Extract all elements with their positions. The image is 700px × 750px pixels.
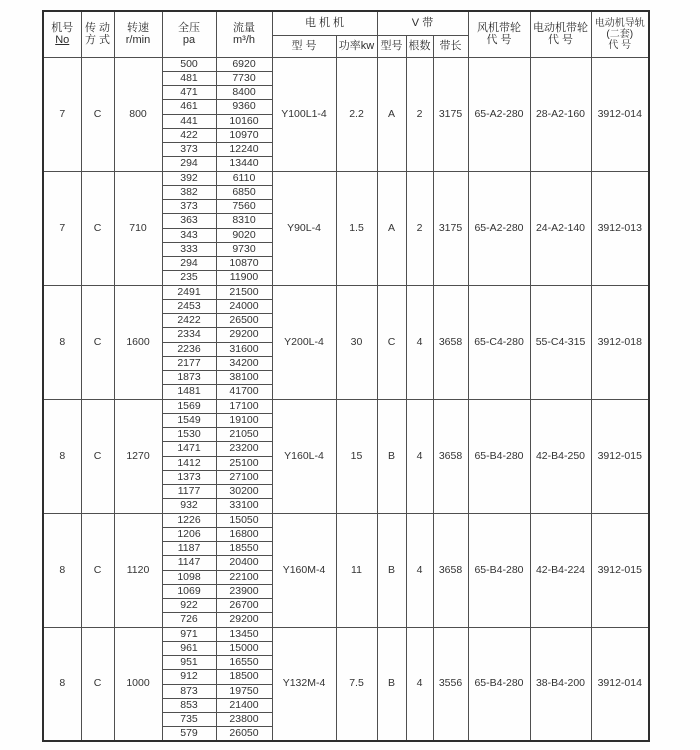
header-motor-pulley-line2: 代 号: [547, 34, 574, 47]
header-motor-model: 型 号: [272, 35, 336, 57]
header-motor-rail-line3: 代 号: [608, 39, 632, 51]
flow-cell: 8400: [216, 86, 272, 100]
pressure-cell: 961: [162, 641, 216, 655]
flow-cell: 11900: [216, 271, 272, 285]
speed-cell: 1000: [114, 627, 162, 741]
pressure-cell: 333: [162, 242, 216, 256]
fan-pulley-cell: 65-B4-280: [468, 399, 530, 513]
vbelt-count-cell: 4: [406, 399, 433, 513]
table-body: [43, 57, 649, 741]
fan-pulley-cell: 65-B4-280: [468, 513, 530, 627]
pressure-cell: 853: [162, 698, 216, 712]
flow-cell: 21500: [216, 285, 272, 299]
pressure-cell: 343: [162, 228, 216, 242]
header-machine-no-line1: 机号: [51, 22, 74, 35]
pressure-cell: 1481: [162, 385, 216, 399]
pressure-cell: 951: [162, 656, 216, 670]
motor-model-cell: Y90L-4: [272, 171, 336, 285]
pressure-cell: 500: [162, 57, 216, 71]
header-flow-line1: 流量: [233, 22, 255, 35]
motor-model-cell: Y132M-4: [272, 627, 336, 741]
flow-cell: 41700: [216, 385, 272, 399]
motor-pulley-cell: 28-A2-160: [530, 57, 591, 171]
flow-cell: 12240: [216, 143, 272, 157]
pressure-cell: 873: [162, 684, 216, 698]
header-speed-line2: r/min: [125, 34, 151, 47]
pressure-cell: 1412: [162, 456, 216, 470]
header-machine-no: [43, 11, 81, 57]
pressure-cell: 481: [162, 71, 216, 85]
flow-cell: 20400: [216, 556, 272, 570]
flow-cell: 25100: [216, 456, 272, 470]
pressure-cell: 1530: [162, 428, 216, 442]
flow-cell: 27100: [216, 470, 272, 484]
flow-cell: 16550: [216, 656, 272, 670]
vbelt-count-cell: 2: [406, 171, 433, 285]
header-fan-pulley-line1: 风机带轮: [477, 22, 521, 35]
flow-cell: 21050: [216, 428, 272, 442]
table-row: [43, 627, 649, 641]
header-drive-line2: 方 式: [84, 34, 111, 47]
machine-no-cell: 8: [43, 627, 81, 741]
drive-cell: C: [81, 171, 114, 285]
header-pressure-line2: pa: [182, 34, 196, 47]
flow-cell: 10870: [216, 257, 272, 271]
motor-rail-cell: 3912-014: [591, 57, 649, 171]
flow-cell: 8310: [216, 214, 272, 228]
vbelt-model-cell: B: [377, 399, 406, 513]
vbelt-length-cell: 3658: [433, 285, 468, 399]
pressure-cell: 363: [162, 214, 216, 228]
motor-rail-cell: 3912-015: [591, 399, 649, 513]
pressure-cell: 392: [162, 171, 216, 185]
motor-model-cell: Y100L1-4: [272, 57, 336, 171]
header-motor-rail-line2: (二套): [606, 28, 634, 40]
flow-cell: 19100: [216, 413, 272, 427]
pressure-cell: 2236: [162, 342, 216, 356]
pressure-cell: 2491: [162, 285, 216, 299]
header-row-1: [43, 11, 649, 35]
pressure-cell: 2177: [162, 356, 216, 370]
vbelt-length-cell: 3556: [433, 627, 468, 741]
motor-power-cell: 15: [336, 399, 377, 513]
pressure-cell: 912: [162, 670, 216, 684]
flow-cell: 9020: [216, 228, 272, 242]
vbelt-count-cell: 4: [406, 513, 433, 627]
motor-model-cell: Y160M-4: [272, 513, 336, 627]
vbelt-model-cell: C: [377, 285, 406, 399]
flow-cell: 7730: [216, 71, 272, 85]
speed-cell: 800: [114, 57, 162, 171]
fan-pulley-cell: 65-B4-280: [468, 627, 530, 741]
flow-cell: 7560: [216, 200, 272, 214]
table-row: [43, 399, 649, 413]
header-vbelt-group: V 带: [377, 11, 468, 35]
header-flow: [216, 11, 272, 57]
motor-rail-cell: 3912-015: [591, 513, 649, 627]
flow-cell: 18550: [216, 542, 272, 556]
header-motor-power: 功率kw: [336, 35, 377, 57]
flow-cell: 24000: [216, 299, 272, 313]
flow-cell: 18500: [216, 670, 272, 684]
pressure-cell: 2453: [162, 299, 216, 313]
flow-cell: 26500: [216, 314, 272, 328]
pressure-cell: 1147: [162, 556, 216, 570]
speed-cell: 1120: [114, 513, 162, 627]
flow-cell: 9730: [216, 242, 272, 256]
vbelt-length-cell: 3658: [433, 399, 468, 513]
pressure-cell: 932: [162, 499, 216, 513]
vbelt-length-cell: 3175: [433, 171, 468, 285]
motor-power-cell: 11: [336, 513, 377, 627]
motor-model-cell: Y200L-4: [272, 285, 336, 399]
flow-cell: 31600: [216, 342, 272, 356]
drive-cell: C: [81, 399, 114, 513]
flow-cell: 33100: [216, 499, 272, 513]
motor-rail-cell: 3912-014: [591, 627, 649, 741]
drive-cell: C: [81, 627, 114, 741]
flow-cell: 22100: [216, 570, 272, 584]
pressure-cell: 2422: [162, 314, 216, 328]
header-fan-pulley-line2: 代 号: [486, 34, 512, 47]
flow-cell: 23800: [216, 713, 272, 727]
flow-cell: 10970: [216, 128, 272, 142]
flow-cell: 29200: [216, 328, 272, 342]
drive-cell: C: [81, 513, 114, 627]
speed-cell: 1600: [114, 285, 162, 399]
pressure-cell: 441: [162, 114, 216, 128]
pressure-cell: 1069: [162, 584, 216, 598]
speed-cell: 710: [114, 171, 162, 285]
header-motor-pulley: [530, 11, 591, 57]
machine-no-cell: 8: [43, 513, 81, 627]
header-pressure: [162, 11, 216, 57]
machine-no-cell: 7: [43, 171, 81, 285]
vbelt-model-cell: A: [377, 171, 406, 285]
flow-cell: 23200: [216, 442, 272, 456]
machine-no-cell: 8: [43, 285, 81, 399]
motor-rail-cell: 3912-018: [591, 285, 649, 399]
pressure-cell: 373: [162, 143, 216, 157]
header-vbelt-model: 型号: [377, 35, 406, 57]
drive-cell: C: [81, 57, 114, 171]
pressure-cell: 1177: [162, 485, 216, 499]
table-row: [43, 513, 649, 527]
header-motor-rail-line1: 电动机导轨: [594, 17, 645, 29]
flow-cell: 17100: [216, 399, 272, 413]
speed-cell: 1270: [114, 399, 162, 513]
vbelt-count-cell: 2: [406, 57, 433, 171]
header-speed: [114, 11, 162, 57]
header-vbelt-length: 带长: [433, 35, 468, 57]
header-machine-no-line2: No: [55, 34, 70, 47]
pressure-cell: 422: [162, 128, 216, 142]
header-drive-line1: 传 动: [84, 22, 111, 35]
pressure-cell: 294: [162, 257, 216, 271]
fan-pulley-cell: 65-C4-280: [468, 285, 530, 399]
header-speed-line1: 转速: [127, 22, 149, 35]
flow-cell: 6110: [216, 171, 272, 185]
pressure-cell: 1873: [162, 371, 216, 385]
fan-pulley-cell: 65-A2-280: [468, 57, 530, 171]
pressure-cell: 1373: [162, 470, 216, 484]
motor-model-cell: Y160L-4: [272, 399, 336, 513]
flow-cell: 15000: [216, 641, 272, 655]
motor-pulley-cell: 55-C4-315: [530, 285, 591, 399]
pressure-cell: 1187: [162, 542, 216, 556]
flow-cell: 13440: [216, 157, 272, 171]
pressure-cell: 1569: [162, 399, 216, 413]
motor-pulley-cell: 24-A2-140: [530, 171, 591, 285]
vbelt-length-cell: 3658: [433, 513, 468, 627]
pressure-cell: 382: [162, 185, 216, 199]
pressure-cell: 1098: [162, 570, 216, 584]
flow-cell: 13450: [216, 627, 272, 641]
vbelt-model-cell: A: [377, 57, 406, 171]
vbelt-length-cell: 3175: [433, 57, 468, 171]
flow-cell: 21400: [216, 698, 272, 712]
pressure-cell: 1471: [162, 442, 216, 456]
motor-pulley-cell: 42-B4-250: [530, 399, 591, 513]
header-motor-group: 电 机 机: [272, 11, 377, 35]
pressure-cell: 471: [162, 86, 216, 100]
machine-no-cell: 8: [43, 399, 81, 513]
flow-cell: 29200: [216, 613, 272, 627]
motor-power-cell: 30: [336, 285, 377, 399]
pressure-cell: 922: [162, 599, 216, 613]
flow-cell: 26700: [216, 599, 272, 613]
table-header: [43, 11, 649, 57]
vbelt-model-cell: B: [377, 627, 406, 741]
flow-cell: 30200: [216, 485, 272, 499]
motor-pulley-cell: 38-B4-200: [530, 627, 591, 741]
motor-power-cell: 2.2: [336, 57, 377, 171]
pressure-cell: 1206: [162, 527, 216, 541]
header-motor-rail: [591, 11, 649, 57]
fan-pulley-cell: 65-A2-280: [468, 171, 530, 285]
pressure-cell: 579: [162, 727, 216, 741]
table-row: [43, 171, 649, 185]
motor-power-cell: 1.5: [336, 171, 377, 285]
pressure-cell: 373: [162, 200, 216, 214]
motor-pulley-cell: 42-B4-224: [530, 513, 591, 627]
vbelt-model-cell: B: [377, 513, 406, 627]
vbelt-count-cell: 4: [406, 627, 433, 741]
flow-cell: 38100: [216, 371, 272, 385]
flow-cell: 6850: [216, 185, 272, 199]
header-fan-pulley: [468, 11, 530, 57]
header-vbelt-count: 根数: [406, 35, 433, 57]
pressure-cell: 735: [162, 713, 216, 727]
flow-cell: 16800: [216, 527, 272, 541]
flow-cell: 9360: [216, 100, 272, 114]
pressure-cell: 2334: [162, 328, 216, 342]
header-drive: [81, 11, 114, 57]
flow-cell: 6920: [216, 57, 272, 71]
pressure-cell: 726: [162, 613, 216, 627]
table-row: [43, 285, 649, 299]
fan-spec-table: [42, 10, 650, 742]
flow-cell: 23900: [216, 584, 272, 598]
table-row: [43, 57, 649, 71]
flow-cell: 19750: [216, 684, 272, 698]
pressure-cell: 294: [162, 157, 216, 171]
drive-cell: C: [81, 285, 114, 399]
machine-no-cell: 7: [43, 57, 81, 171]
header-flow-line2: m³/h: [233, 34, 255, 47]
header-motor-pulley-line1: 电动机带轮: [533, 22, 588, 35]
header-pressure-line1: 全压: [178, 22, 200, 35]
motor-power-cell: 7.5: [336, 627, 377, 741]
pressure-cell: 461: [162, 100, 216, 114]
vbelt-count-cell: 4: [406, 285, 433, 399]
pressure-cell: 235: [162, 271, 216, 285]
pressure-cell: 1549: [162, 413, 216, 427]
motor-rail-cell: 3912-013: [591, 171, 649, 285]
pressure-cell: 971: [162, 627, 216, 641]
pressure-cell: 1226: [162, 513, 216, 527]
flow-cell: 10160: [216, 114, 272, 128]
flow-cell: 15050: [216, 513, 272, 527]
flow-cell: 34200: [216, 356, 272, 370]
flow-cell: 26050: [216, 727, 272, 741]
